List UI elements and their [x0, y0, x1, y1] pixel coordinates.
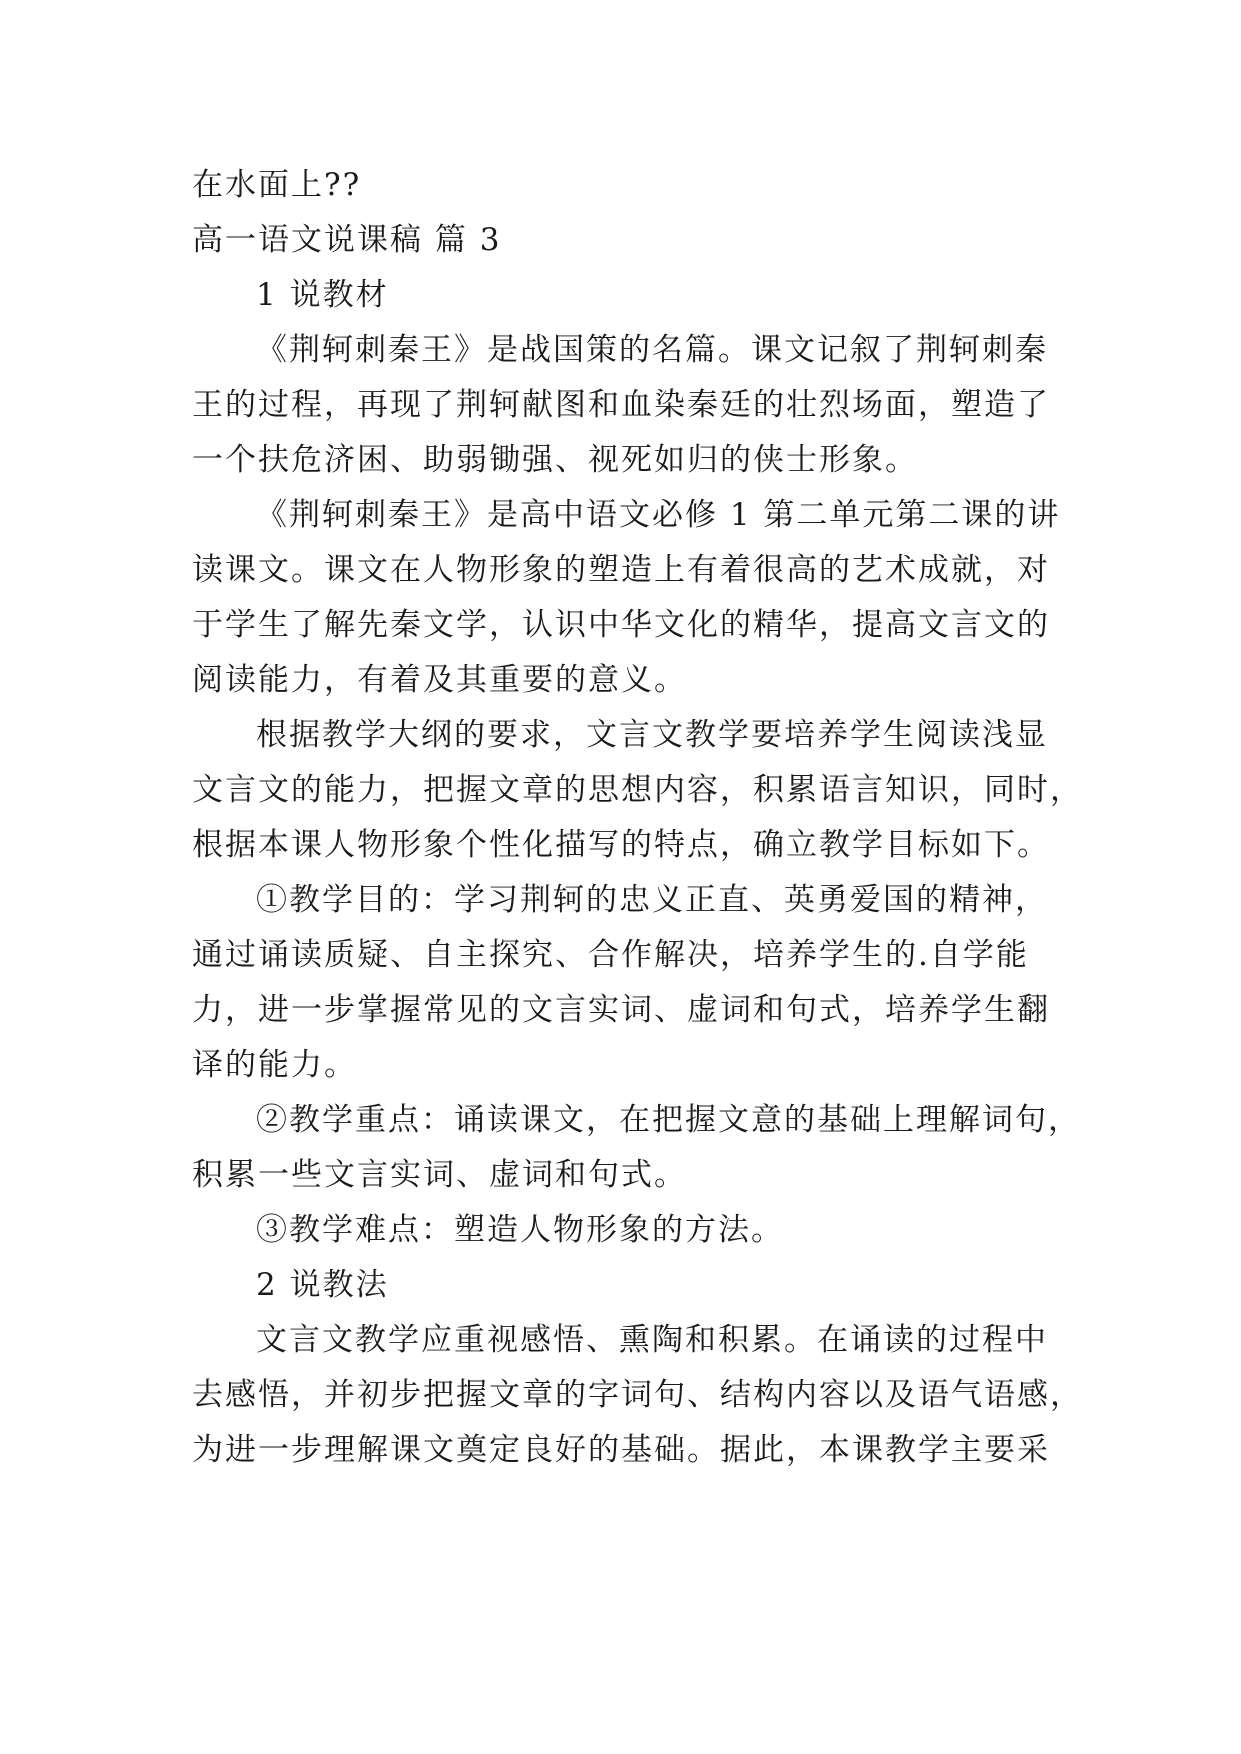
subsection-heading: 1 说教材 [256, 277, 389, 313]
paragraph-line: 于学生了解先秦文学，认识中华文化的精华，提高文言文的 [192, 607, 1050, 643]
document-body [192, 158, 1083, 1478]
paragraph-line: 根据本课人物形象个性化描写的特点，确立教学目标如下。 [192, 827, 1050, 863]
paragraph-line: 一个扶危济困、助弱锄强、视死如归的侠士形象。 [192, 442, 918, 478]
paragraph-line: 《荆轲刺秦王》是战国策的名篇。课文记叙了荆轲刺秦 [256, 332, 1048, 368]
paragraph-line: ②教学重点：诵读课文，在把握文意的基础上理解词句， [256, 1102, 1081, 1138]
paragraph-line: 文言文的能力，把握文章的思想内容，积累语言知识，同时， [192, 772, 1083, 808]
paragraph-line: 力，进一步掌握常见的文言实词、虚词和句式，培养学生翻 [192, 992, 1050, 1028]
paragraph-line: 王的过程，再现了荆轲献图和血染秦廷的壮烈场面，塑造了 [192, 387, 1050, 423]
paragraph-line: 通过诵读质疑、自主探究、合作解决，培养学生的.自学能 [192, 937, 1029, 973]
section-title: 高一语文说课稿 篇 3 [192, 222, 502, 258]
paragraph-line: 读课文。课文在人物形象的塑造上有着很高的艺术成就，对 [192, 552, 1050, 588]
paragraph-line: 文言文教学应重视感悟、熏陶和积累。在诵读的过程中 [256, 1322, 1048, 1358]
paragraph-line: 去感悟，并初步把握文章的字词句、结构内容以及语气语感， [192, 1377, 1083, 1413]
text-line: 在水面上?? [192, 167, 362, 203]
paragraph-line: ③教学难点：塑造人物形象的方法。 [256, 1212, 784, 1248]
paragraph-line: ①教学目的：学习荆轲的忠义正直、英勇爱国的精神， [256, 882, 1048, 918]
paragraph-line: 译的能力。 [192, 1047, 357, 1083]
paragraph-line: 积累一些文言实词、虚词和句式。 [192, 1157, 687, 1193]
subsection-heading: 2 说教法 [256, 1267, 389, 1303]
paragraph-line: 阅读能力，有着及其重要的意义。 [192, 662, 687, 698]
paragraph-line: 《荆轲刺秦王》是高中语文必修 1 第二单元第二课的讲 [256, 497, 1061, 533]
paragraph-line: 为进一步理解课文奠定良好的基础。据此，本课教学主要采 [192, 1432, 1050, 1468]
paragraph-line: 根据教学大纲的要求，文言文教学要培养学生阅读浅显 [256, 717, 1048, 753]
